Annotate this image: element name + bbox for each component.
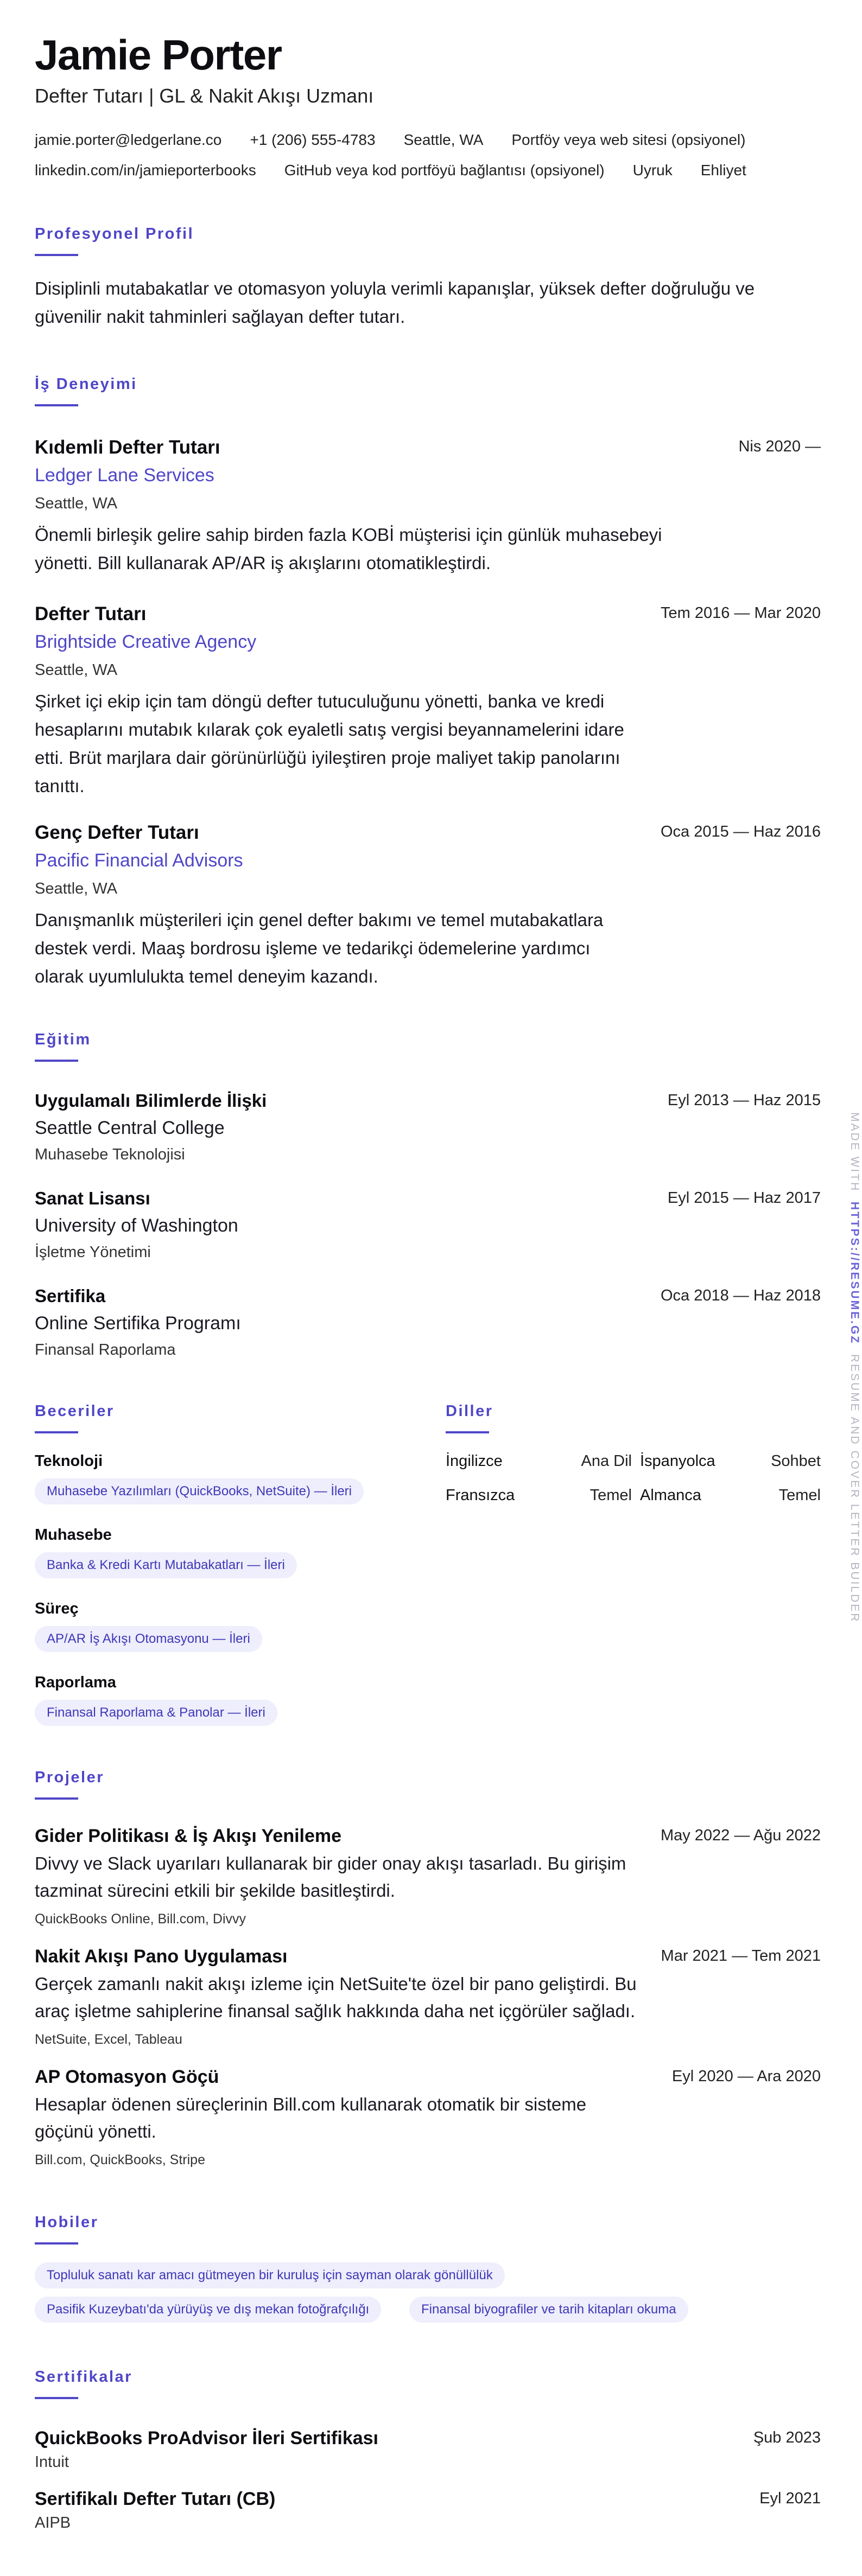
project-tools: Bill.com, QuickBooks, Stripe bbox=[35, 2152, 205, 2167]
skill-chip: Banka & Kredi Kartı Mutabakatları — İleri bbox=[35, 1552, 297, 1578]
experience-location: Seattle, WA bbox=[35, 495, 118, 512]
made-with-link[interactable]: HTTPS://RESUME.GZ bbox=[848, 1201, 861, 1345]
experience-desc-line: Danışmanlık müşterileri için genel defter bakımı ve temel mutabakatlara bbox=[35, 910, 604, 930]
education-date: Eyl 2013 — Haz 2015 bbox=[667, 1092, 821, 1109]
profile-line: Disiplinli mutabakatlar ve otomasyon yoluyla verimli kapanışlar, yüksek defter doğruluğu ve bbox=[35, 278, 755, 298]
section-title-skills: Beceriler bbox=[35, 1402, 115, 1420]
section-title-certifications: Sertifikalar bbox=[35, 2368, 132, 2386]
project-desc-line: tazminat sürecini etkili bir şekilde basitleştirdi. bbox=[35, 1880, 395, 1901]
skill-category: Teknoloji bbox=[35, 1452, 103, 1470]
profile-line: güvenilir nakit tahminleri sağlayan defter tutarı. bbox=[35, 307, 405, 327]
education-field: Muhasebe Teknolojisi bbox=[35, 1146, 185, 1163]
project-desc-line: göçünü yönetti. bbox=[35, 2121, 156, 2141]
made-with-watermark bbox=[845, 1112, 862, 1623]
experience-date: Tem 2016 — Mar 2020 bbox=[661, 604, 821, 622]
project-name: Gider Politikası & İş Akışı Yenileme bbox=[35, 1826, 342, 1846]
section-title-projects: Projeler bbox=[35, 1769, 104, 1786]
certification-name: Sertifikalı Defter Tutarı (CB) bbox=[35, 2489, 276, 2509]
contact-location: Seattle, WA bbox=[403, 131, 484, 148]
made-with-suffix: RESUME AND COVER LETTER BUILDER bbox=[848, 1354, 861, 1623]
project-date: May 2022 — Ağu 2022 bbox=[660, 1827, 821, 1844]
experience-date: Nis 2020 — bbox=[738, 438, 821, 455]
made-with-text bbox=[848, 1112, 861, 1623]
experience-desc-line: yönetti. Bill kullanarak AP/AR iş akışlarını otomatikleştirdi. bbox=[35, 553, 491, 573]
skill-category: Süreç bbox=[35, 1600, 79, 1617]
hobby-chip: Finansal biyografiler ve tarih kitapları okuma bbox=[409, 2297, 688, 2323]
language-name: Almanca bbox=[640, 1487, 701, 1504]
language-name: İspanyolca bbox=[640, 1452, 715, 1470]
language-name: Fransızca bbox=[446, 1487, 515, 1504]
certification-issuer: Intuit bbox=[35, 2453, 69, 2471]
section-rule bbox=[35, 1060, 78, 1062]
experience-role: Defter Tutarı bbox=[35, 603, 147, 624]
experience-company: Brightside Creative Agency bbox=[35, 632, 257, 652]
experience-desc-line: Önemli birleşik gelire sahip birden fazla KOBİ müşterisi için günlük muhasebeyi bbox=[35, 525, 662, 545]
hobby-chip: Pasifik Kuzeybatı'da yürüyüş ve dış mekan fotoğrafçılığı bbox=[35, 2297, 381, 2323]
hobby-chip: Topluluk sanatı kar amacı gütmeyen bir kuruluş için sayman olarak gönüllülük bbox=[35, 2262, 505, 2288]
language-level: Ana Dil bbox=[581, 1452, 632, 1470]
contact-website[interactable]: Portföy veya web sitesi (opsiyonel) bbox=[511, 131, 746, 148]
experience-desc-line: olarak uyumlulukta temel deneyim kazandı. bbox=[35, 966, 378, 986]
contact-github[interactable]: GitHub veya kod portföyü bağlantısı (opsiyonel) bbox=[284, 162, 605, 178]
section-rule bbox=[446, 1431, 489, 1433]
experience-company: Pacific Financial Advisors bbox=[35, 850, 243, 871]
contact-license: Ehliyet bbox=[700, 162, 746, 178]
candidate-name: Jamie Porter bbox=[35, 31, 282, 79]
skill-chip: Finansal Raporlama & Panolar — İleri bbox=[35, 1700, 277, 1726]
section-rule bbox=[35, 2397, 78, 2399]
language-level: Sohbet bbox=[771, 1452, 821, 1470]
contact-nationality: Uyruk bbox=[632, 162, 673, 178]
project-desc-line: Gerçek zamanlı nakit akışı izleme için NetSuite'te özel bir pano geliştirdi. Bu bbox=[35, 1974, 637, 1994]
made-with-prefix: MADE WITH bbox=[848, 1112, 861, 1193]
education-field: Finansal Raporlama bbox=[35, 1341, 176, 1359]
education-field: İşletme Yönetimi bbox=[35, 1244, 151, 1261]
section-title-experience: İş Deneyimi bbox=[35, 375, 137, 393]
section-title-profile: Profesyonel Profil bbox=[35, 225, 194, 243]
section-rule bbox=[35, 1431, 78, 1433]
candidate-headline: Defter Tutarı | GL & Nakit Akışı Uzmanı bbox=[35, 85, 374, 107]
experience-desc-line: destek verdi. Maaş bordrosu işleme ve tedarikçi ödemelerine yardımcı bbox=[35, 938, 591, 958]
skill-category: Muhasebe bbox=[35, 1526, 112, 1544]
section-rule bbox=[35, 404, 78, 406]
project-date: Eyl 2020 — Ara 2020 bbox=[671, 2068, 821, 2085]
project-name: AP Otomasyon Göçü bbox=[35, 2067, 219, 2087]
project-tools: QuickBooks Online, Bill.com, Divvy bbox=[35, 1911, 246, 1927]
experience-desc-line: tanıttı. bbox=[35, 776, 85, 796]
contact-phone[interactable]: +1 (206) 555-4783 bbox=[250, 131, 376, 148]
section-rule bbox=[35, 1797, 78, 1800]
experience-desc-line: etti. Brüt marjlara dair görünürlüğü iyileştiren proje maliyet takip panolarını bbox=[35, 748, 620, 768]
contact-row-2 bbox=[35, 162, 746, 179]
section-rule bbox=[35, 254, 78, 256]
certification-date: Şub 2023 bbox=[753, 2429, 821, 2446]
experience-role: Genç Defter Tutarı bbox=[35, 822, 199, 843]
education-date: Oca 2018 — Haz 2018 bbox=[660, 1287, 821, 1304]
contact-email[interactable]: jamie.porter@ledgerlane.co bbox=[35, 131, 222, 148]
project-tools: NetSuite, Excel, Tableau bbox=[35, 2032, 182, 2047]
certification-name: QuickBooks ProAdvisor İleri Sertifikası bbox=[35, 2428, 379, 2449]
contact-linkedin[interactable]: linkedin.com/in/jamieporterbooks bbox=[35, 162, 256, 178]
project-desc-line: araç işletme sahiplerine finansal sağlık hakkında daha net içgörüler sağladı. bbox=[35, 2001, 636, 2021]
section-rule bbox=[35, 2242, 78, 2245]
language-level: Temel bbox=[778, 1487, 821, 1504]
section-title-education: Eğitim bbox=[35, 1031, 91, 1048]
project-desc-line: Hesaplar ödenen süreçlerinin Bill.com kullanarak otomatik bir sisteme bbox=[35, 2094, 587, 2114]
experience-desc-line: Şirket içi ekip için tam döngü defter tutuculuğunu yönetti, banka ve kredi bbox=[35, 691, 605, 711]
language-name: İngilizce bbox=[446, 1452, 503, 1470]
skill-category: Raporlama bbox=[35, 1674, 116, 1691]
certification-date: Eyl 2021 bbox=[759, 2490, 821, 2507]
skill-chip: AP/AR İş Akışı Otomasyonu — İleri bbox=[35, 1626, 262, 1652]
skill-chip: Muhasebe Yazılımları (QuickBooks, NetSuite) — İleri bbox=[35, 1478, 364, 1504]
section-title-languages: Diller bbox=[446, 1402, 493, 1420]
experience-date: Oca 2015 — Haz 2016 bbox=[660, 823, 821, 840]
language-level: Temel bbox=[590, 1487, 632, 1504]
experience-role: Kıdemli Defter Tutarı bbox=[35, 437, 220, 458]
experience-location: Seattle, WA bbox=[35, 880, 118, 897]
education-degree: Sertifika bbox=[35, 1286, 106, 1306]
contact-row-1 bbox=[35, 131, 745, 149]
certification-issuer: AIPB bbox=[35, 2514, 71, 2532]
project-name: Nakit Akışı Pano Uygulaması bbox=[35, 1946, 288, 1967]
experience-company: Ledger Lane Services bbox=[35, 465, 214, 486]
education-school: Seattle Central College bbox=[35, 1118, 225, 1138]
education-date: Eyl 2015 — Haz 2017 bbox=[667, 1189, 821, 1207]
education-degree: Sanat Lisansı bbox=[35, 1188, 150, 1208]
project-date: Mar 2021 — Tem 2021 bbox=[661, 1947, 821, 1965]
section-title-hobbies: Hobiler bbox=[35, 2214, 99, 2231]
education-school: University of Washington bbox=[35, 1215, 238, 1236]
experience-location: Seattle, WA bbox=[35, 661, 118, 679]
experience-desc-line: hesaplarını mutabık kılarak çok eyaletli satış vergisi beyannamelerini idare bbox=[35, 719, 624, 739]
education-degree: Uygulamalı Bilimlerde İlişki bbox=[35, 1091, 267, 1111]
education-school: Online Sertifika Programı bbox=[35, 1313, 241, 1334]
project-desc-line: Divvy ve Slack uyarıları kullanarak bir gider onay akışı tasarladı. Bu girişim bbox=[35, 1853, 626, 1873]
